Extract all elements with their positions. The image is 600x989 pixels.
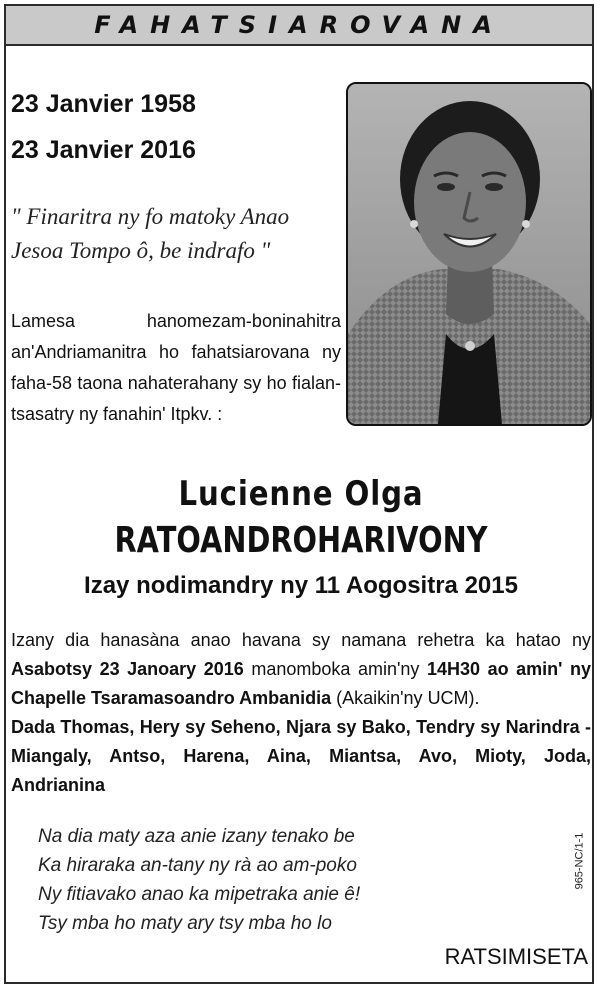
poem-line: Ka hiraraka an-tany ny rà ao am-poko xyxy=(38,855,357,876)
family-names: Dada Thomas, Hery sy Seheno, Njara sy Bako, Tendry sy Narindra - Miangaly, Antso, Harena, Aina, Miantsa, Avo, Mioty, Joda, Andrianina xyxy=(11,717,591,795)
announcement-text xyxy=(11,626,591,800)
reference-code: 965-NC/1-1 xyxy=(573,832,586,890)
banner-title: FAHATSIAROVANA xyxy=(6,6,592,46)
announcement-note: (Akaikin'ny UCM). xyxy=(331,688,480,708)
quote-line-2: Jesoa Tompo ô, be indrafo " xyxy=(11,238,271,263)
obituary-frame xyxy=(4,4,594,984)
deceased-surname: RATOANDROHARIVONY xyxy=(114,520,488,561)
quote-line-1: " Finaritra ny fo matoky Anao xyxy=(11,204,290,229)
signature: RATSIMISETA xyxy=(444,944,588,969)
announcement-mid: manomboka amin'ny xyxy=(243,659,427,679)
deceased-first-names: Lucienne Olga xyxy=(178,474,424,514)
intro-text: Lamesa hanomezam-boninahitra an'Andriamanitra ho fahatsiarovana ny faha-58 taona nahaterahany sy ho fialan-tsasatry ny fanahin' Itpkv. : xyxy=(11,311,341,424)
portrait-image xyxy=(348,84,590,424)
poem-line: Ny fitiavako anao ka mipetraka anie ê! xyxy=(38,884,361,905)
poem-line: Tsy mba ho maty ary tsy mba ho lo xyxy=(38,913,332,934)
announcement-time-place: 14H30 ao amin' ny Chapelle Tsaramasoandro Ambanidia xyxy=(11,659,591,708)
announcement-date: Asabotsy 23 Janoary 2016 xyxy=(11,659,244,679)
death-date-line: Izay nodimandry ny 11 Aogositra 2015 xyxy=(84,572,518,599)
announcement-lead: Izany dia hanasàna anao havana sy namana rehetra ka hatao ny xyxy=(11,630,591,650)
memorial-date: 23 Janvier 2016 xyxy=(11,136,196,164)
poem-line: Na dia maty aza anie izany tenako be xyxy=(38,826,355,847)
portrait-photo xyxy=(346,82,592,426)
poem xyxy=(38,822,498,938)
birth-date: 23 Janvier 1958 xyxy=(11,90,196,118)
